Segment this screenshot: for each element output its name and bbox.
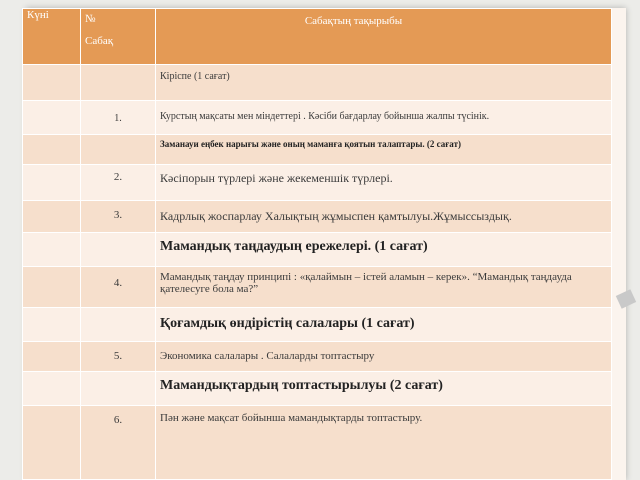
row-topic: Курстың мақсаты мен міндеттері . Кәсіби бағдарлау бойынша жалпы түсінік. (156, 101, 612, 135)
row-number (81, 233, 156, 267)
header-lesson-label: Сабақ (85, 35, 114, 47)
row-topic: Кіріспе (1 сағат) (156, 65, 612, 101)
row-topic: Пән және мақсат бойынша мамандықтарды топтастыру. (156, 405, 612, 479)
row-topic: Кадрлық жоспарлау Халықтың жұмыспен қамтылуы.Жұмыссыздық. (156, 201, 612, 233)
header-topic: Сабақтың тақырыбы (156, 9, 612, 65)
table-row (23, 405, 612, 479)
row-topic: Кәсіпорын түрлері және жекеменшік түрлері. (156, 165, 612, 201)
row-number: 3. (81, 201, 156, 233)
header-number-sign: № (85, 13, 96, 25)
table-row (23, 307, 612, 341)
row-topic: Мамандық таңдау принципі : «қалаймын – істей аламын – керек». “Мамандық таңдауда қателесуге бола ма?” (156, 267, 612, 307)
table-row (23, 201, 612, 233)
table-row (23, 65, 612, 101)
lesson-plan-table (22, 8, 612, 480)
table-row (23, 165, 612, 201)
row-topic: Заманауи еңбек нарығы және оның маманға қоятын талаптары. (2 сағат) (156, 135, 612, 165)
table-header-row (23, 9, 612, 65)
header-day: Күні (23, 9, 81, 65)
table-row (23, 101, 612, 135)
row-topic: Экономика салалары . Салаларды топтастыру (156, 341, 612, 371)
row-number: 2. (81, 165, 156, 201)
row-topic: Мамандықтардың топтастырылуы (2 сағат) (156, 371, 612, 405)
row-number (81, 371, 156, 405)
row-topic: Мамандық таңдаудың ережелері. (1 сағат) (156, 233, 612, 267)
row-number: 6. (81, 405, 156, 479)
header-lesson (81, 9, 156, 65)
row-topic: Қоғамдық өндірістің салалары (1 сағат) (156, 307, 612, 341)
table-row (23, 135, 612, 165)
row-number: 1. (81, 101, 156, 135)
table-row (23, 233, 612, 267)
table-row (23, 341, 612, 371)
table-row (23, 371, 612, 405)
row-number (81, 65, 156, 101)
table-row (23, 267, 612, 307)
row-number (81, 307, 156, 341)
row-number: 4. (81, 267, 156, 307)
row-number: 5. (81, 341, 156, 371)
row-number (81, 135, 156, 165)
